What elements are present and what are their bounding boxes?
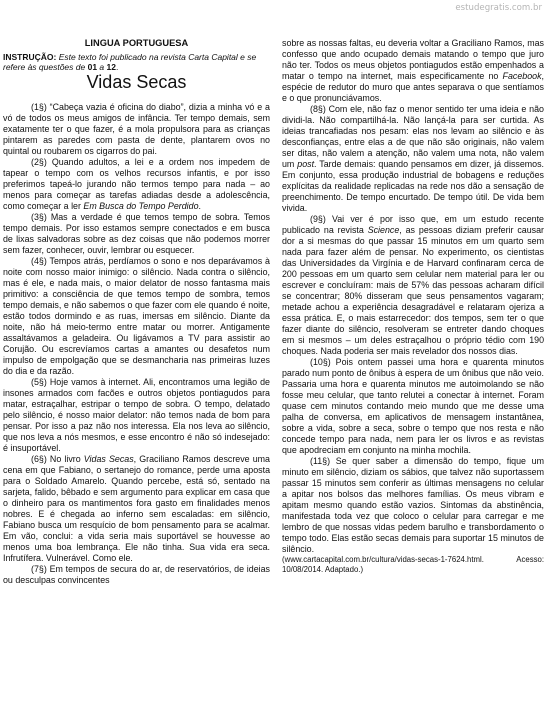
- paragraph-9-magazine: Science: [367, 225, 400, 235]
- paragraph-6: [3, 454, 270, 564]
- paragraph-9-text: (9§) Vai ver é por isso que, em um estudo recente publicado na revista: [282, 214, 544, 235]
- paragraph-3: (3§) Mas a verdade é que temos tempo de sobra. Temos tempo demais. Por isso estamos sempre conectados e em busca de lixas salvadoras sobre as dez coisas que não podemos morrer sem fazer, conhecer, ouvir, lembrar ou esquecer.: [3, 212, 270, 255]
- paragraph-1: (1§) “Cabeça vazia é oficina do diabo”, dizia a minha vó e a vó de todos os meus amigos de infância. Ter tempo demais, sem exatamente ter o que fazer, é a mola propulsora para as crianças pintarem as paredes com pasta de dente, plantarem ovos no quintal ou roubarem os cigarros do pai.: [3, 102, 270, 156]
- paragraph-2: [3, 157, 270, 212]
- paragraph-9: [282, 214, 544, 357]
- instruction-text-3: a: [97, 62, 107, 72]
- instruction-end: .: [115, 62, 119, 72]
- paragraph-6-text: (6§) No livro: [31, 454, 84, 464]
- paragraph-7-end: , espécie de redutor do muro que antes separava o que sentíamos e o que pronunciávamos.: [282, 71, 544, 103]
- paragraph-4: (4§) Tempos atrás, perdíamos o sono e nos deparávamos à noite com nosso maior inimigo: o silêncio. Nada contra o silêncio, mas é ele, e nada mais, o maior delator de nosso fantasma mais primitivo: a consciência de que temos tempo de sombra, temos tempo demais, e não sabemos o que fazer com ele quando é noite, estão todos dormindo e as ruas, imersas em silêncio. Diante da noite, não há meio-termo entre matar ou morrer. Antigamente assaltávamos a geladeira. Ou ligávamos a TV para assistir ao Corujão. Ou escrevíamos cartas a amantes ou desafetos num impulso de empolgação que se desmancharia nas primeiras luzes do dia e da razão.: [3, 256, 270, 376]
- paragraph-7-text: sobre as nossas faltas, eu deveria voltar a Graciliano Ramos, mas confesso que ando ocupado demais matando o tempo que juro não ter. Todos os meus objetos pontiagudos estão empenhados a matar o tempo na internet, mais especificamente no: [282, 38, 544, 81]
- instruction-text-1: Este texto foi publicado na revista: [56, 52, 189, 62]
- subject-heading: LINGUA PORTUGUESA: [84, 38, 189, 48]
- paragraph-7-start: (7§) Em tempos de secura do ar, de reservatórios, de ideias ou desculpas convincentes: [3, 564, 270, 585]
- question-to: 12: [106, 62, 116, 72]
- site-watermark: estudegratis.com.br: [455, 3, 542, 13]
- paragraph-8-rest: . Tarde demais: quando pensamos em dizer, já dissemos. Em conjunto, essa produção industrial de bobagens e reduções explícitas da realidade replicadas na rede nos dão a sensação de preenchimento. De tempo encurtado. De tempo útil. De vida bem vivida.: [282, 159, 544, 213]
- instruction-text-2: e se refere às questões de: [3, 52, 257, 72]
- question-from: 01: [87, 62, 98, 72]
- paragraph-2-text: (2§) Quando adultos, a lei e a ordem nos impedem de tapear o tempo com os velhos recursos infantis, e por isso preferimos tapeá-lo jurando não termos tempo para nada – ao menos para começar as tarefas adiadas desde a adolescência, como começar a ler: [3, 157, 270, 211]
- article-title: Vidas Secas: [86, 72, 187, 92]
- paragraph-8-post: post: [297, 159, 315, 169]
- instruction-magazine: Carta Capital: [188, 52, 238, 62]
- instruction: [3, 52, 270, 72]
- paragraph-6-book: Vidas Secas: [83, 454, 134, 464]
- paragraph-11: (11§) Se quer saber a dimensão do tempo, fique um minuto em silêncio, diziam os sábios, que talvez não suportassem passar 15 minutos sem conferir as últimas mensagens no celular a apitar nos bolsos das melhores famílias. Os meus vibram e apitam mesmo quando estão vazios. Sintomas da abstinência, manifestada toda vez que coloco o celular para carregar e me lembro de que nossas vidas pedem barulho e transbordamento o tempo todo. Elas estão secas demais para suportar 15 minutos de silêncio.: [282, 456, 544, 554]
- paragraph-9-rest: , as pessoas diziam preferir causar dor a si mesmas do que passar 15 minutos em um quarto sem nada para fazer além de pensar. No experimento, os cientistas das Universidades da Virgínia e de Harvard confinaram cerca de 200 pessoas em um quarto sem celular nem material para ler ou escrever e concluíram: mais de 57% das pessoas acharam difícil se concentrar; 80% disseram que seus pensamentos vagaram; metade achou a experiência desagradável e relataram ojeriza a essa prática. E, o mais estarrecedor: dos tempos, sem ter o que fazer diante do silêncio, resolveram se entreter dando choques em si mesmos – um deles estraçalhou o próprio tédio com 190 choques. Nada poderia ser mais revelador dos nossos dias.: [282, 225, 545, 356]
- paragraph-10: (10§) Pois ontem passei uma hora e quarenta minutos parado num ponto de ônibus à espera de um ônibus que não veio. Passaria uma hora e quarenta minutos me autoimolando se não fosse meu celular, que tanto relutei a conectar à internet. Foram quase cem minutos contando meio mundo que me desse uma palha de conversa, em aplicativos de mensagem instantânea, sobre a vida, sobre a seca, sobre o tempo que nos resta e não concede tempo para nada, nem para ler os livros e as revistas que apodreciam em conjunto na minha mochila.: [282, 357, 544, 455]
- source-citation: (www.cartacapital.com.br/cultura/vidas-secas-1-7624.html. Acesso: 10/08/2014. Adaptado.): [282, 555, 544, 574]
- paragraph-7-continued: [282, 38, 544, 104]
- paragraph-5: (5§) Hoje vamos à internet. Ali, encontramos uma legião de insones armados com facões e outros objetos pontiagudos para matar, estraçalhar, estripar o tempo de sobra. O tempo, delatado pelo silêncio, é nosso maior delator: não temos nada de bom para pensar. Por isso a paz não nos interessa. Ela nos leva ao silêncio, que nos leva a nós mesmos, e esse encontro é não só indesejado: é insuportável.: [3, 377, 270, 453]
- paragraph-7-site: Facebook: [502, 71, 542, 81]
- paragraph-6-rest: , Graciliano Ramos descreve uma cena em que Fabiano, o sertanejo do romance, perde uma aposta para o Soldado Amarelo. Quando percebe, está só, sentado na sarjeta, falido, bêbado e sem argumento para explicar em casa que o dinheiro para os mantimentos fora gasto em finalidades menos nobres. E é chegada ao inferno sem escaladas: em silêncio, Fabiano busca um resquício de bom pensamento para se acalmar. Em vão, conclui: a vida seria mais suportável se houvesse ao menos uma boa lembrança. Ele não tinha. Sua vida era seca. Infrutífera. Vulnerável. Como ele.: [3, 454, 270, 563]
- left-column: [3, 38, 270, 723]
- paragraph-8: [282, 104, 544, 214]
- paragraph-2-end: .: [198, 201, 201, 211]
- paragraph-8-text: (8§) Com ele, não faz o menor sentido ter uma ideia e não dividi-la. Não compartilhá-la. Não lançá-la para ser curtida. As ideias trancafiadas nos pesam: elas nos levam ao silêncio e às desconfianças, entre elas a de que não são originais, não valem ser ditas, não valem a atenção, não valem uma nota, não valem um: [282, 104, 544, 169]
- right-column: [282, 38, 544, 723]
- paragraph-2-book: Em Busca do Tempo Perdido: [83, 201, 199, 211]
- instruction-label: INSTRUÇÃO:: [3, 52, 57, 62]
